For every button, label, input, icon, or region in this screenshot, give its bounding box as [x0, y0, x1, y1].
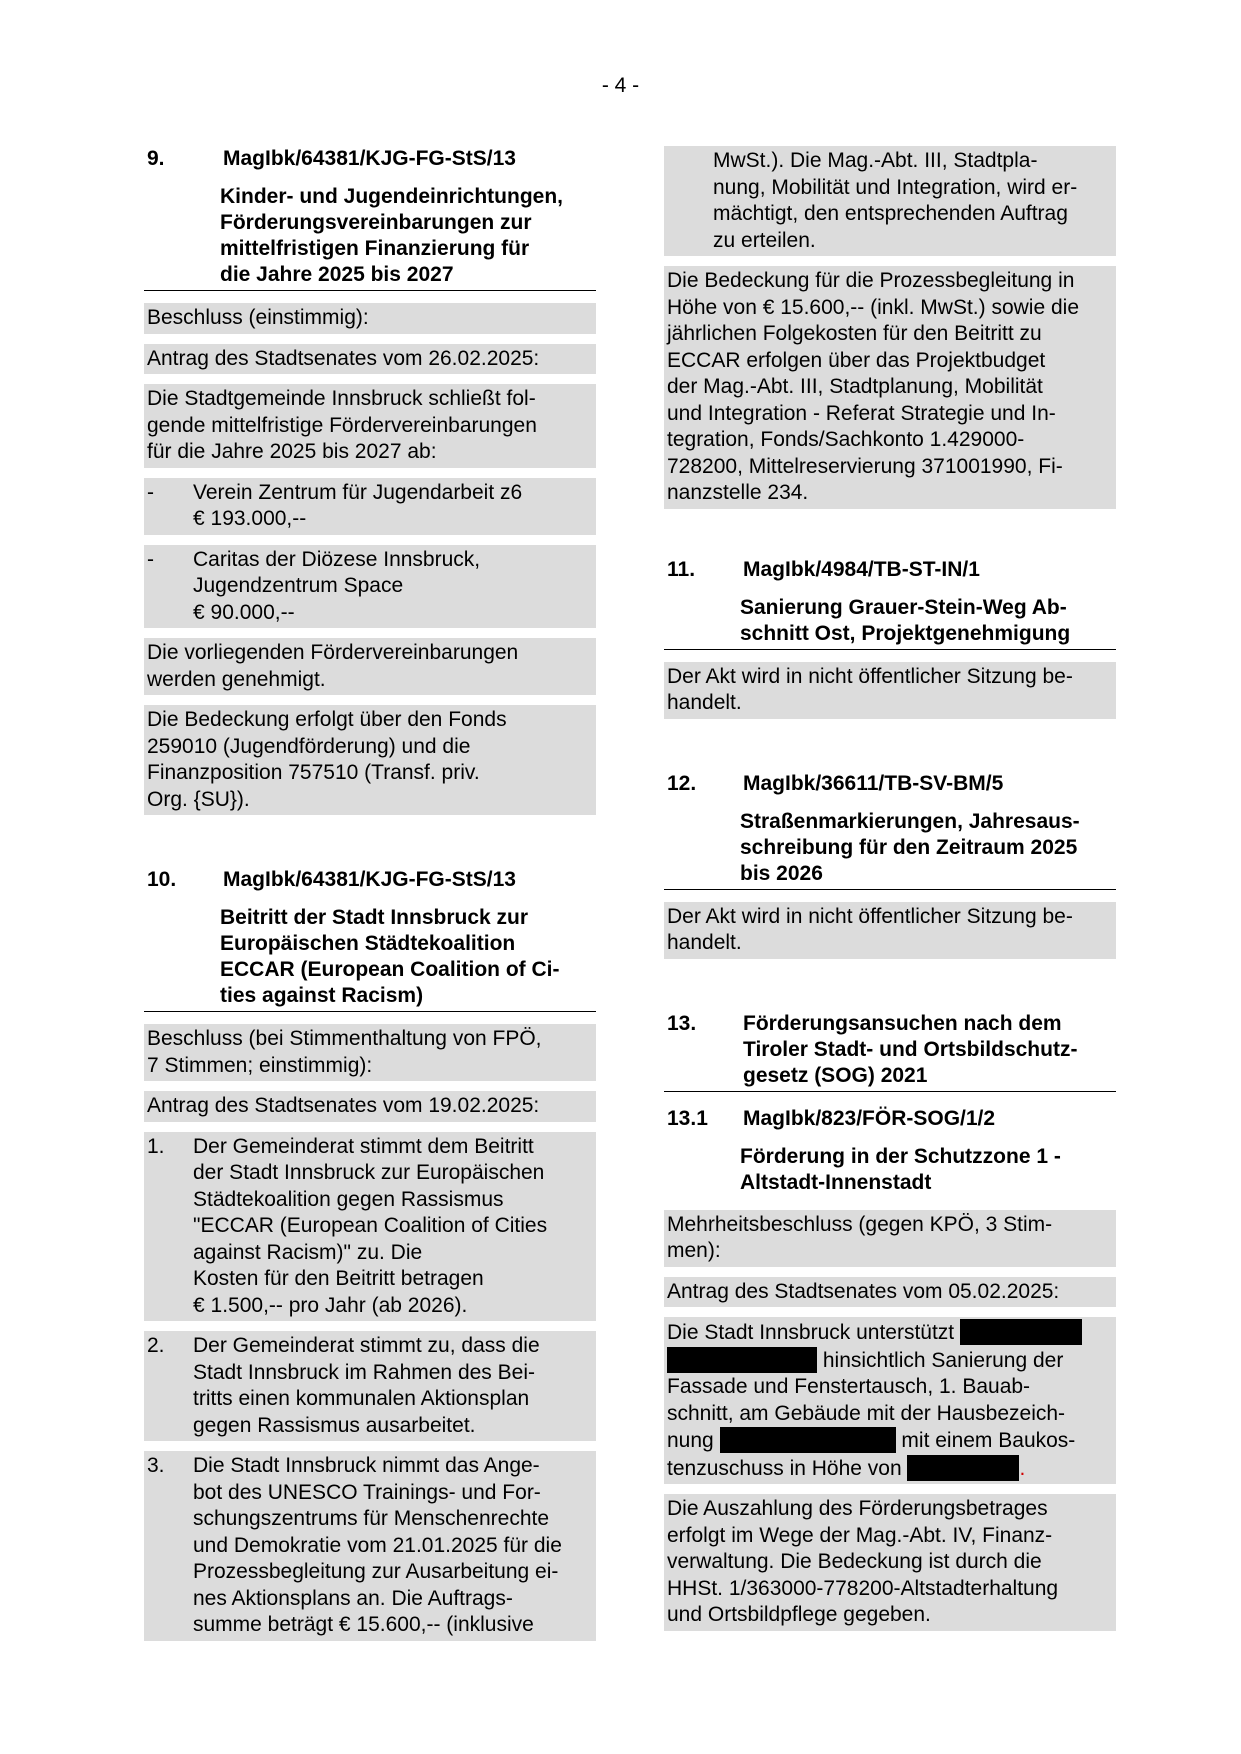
item-13-header — [664, 1011, 1116, 1092]
left-column — [144, 146, 596, 1641]
item-12-text: Der Akt wird in nicht öffentlicher Sitzung be- handelt. — [664, 902, 1116, 959]
item-10-continuation: MwSt.). Die Mag.-Abt. III, Stadtpla- nung, Mobilität und Integration, wird er- mächtigt, den entsprechenden Auftrag zu erteilen. — [664, 146, 1116, 256]
item-12-number: 12. — [667, 771, 697, 795]
item-9-header — [144, 146, 596, 291]
item-13-title: Förderungsansuchen nach dem Tiroler Stadt- und Ortsbildschutz- gesetz (SOG) 2021 — [743, 1011, 1078, 1087]
item-9-beschluss: Beschluss (einstimmig): — [144, 303, 596, 334]
item-10-code: MagIbk/64381/KJG-FG-StS/13 — [223, 868, 516, 891]
item-10-coverage: Die Bedeckung für die Prozessbegleitung in Höhe von € 15.600,-- (inkl. MwSt.) sowie die jährlichen Folgekosten für den Beitritt zu ECCAR erfolgen über das Projektbudget der Mag.-Abt. III, Stadtplanung, Mobilität und Integration - Referat Strategie und In- tegration, Fonds/Sachkonto 1.429000- 728200, Mittelreservierung 371001990, Fi- nanzstelle 234. — [664, 266, 1116, 509]
item-13-number: 13. — [667, 1011, 697, 1035]
redacted-block — [667, 1347, 817, 1373]
item-10-header — [144, 867, 596, 1012]
list-item: 2. Der Gemeinderat stimmt zu, dass die Stadt Innsbruck im Rahmen des Bei- tritts einen kommunalen Aktionsplan gegen Rassismus ausarbeitet. — [144, 1331, 596, 1441]
list-item: 1. Der Gemeinderat stimmt dem Beitritt der Stadt Innsbruck zur Europäischen Städtekoalition gegen Rassismus "ECCAR (European Coalition of Cities against Racism)" zu. Die Kosten für den Beitritt betragen € 1.500,-- pro Jahr (ab 2026). — [144, 1132, 596, 1322]
item-9-coverage: Die Bedeckung erfolgt über den Fonds 259010 (Jugendförderung) und die Finanzposition 757510 (Transf. priv. Org. {SU}). — [144, 705, 596, 815]
item-13-1-title: Förderung in der Schutzzone 1 - Altstadt-Innenstadt — [740, 1144, 1061, 1194]
item-10-number: 10. — [147, 868, 177, 891]
item-9-approval: Die vorliegenden Fördervereinbarungen werden genehmigt. — [144, 638, 596, 695]
item-13-1-code: MagIbk/823/FÖR-SOG/1/2 — [743, 1106, 996, 1130]
page-number: - 4 - — [601, 74, 640, 97]
item-10-beschluss: Beschluss (bei Stimmenthaltung von FPÖ, 7 Stimmen; einstimmig): — [144, 1024, 596, 1081]
redacted-block — [907, 1455, 1019, 1481]
item-12-title: Straßenmarkierungen, Jahresaus- schreibung für den Zeitraum 2025 bis 2026 — [740, 809, 1080, 885]
item-13-1-antrag: Antrag des Stadtsenates vom 05.02.2025: — [664, 1277, 1116, 1308]
item-9-antrag: Antrag des Stadtsenates vom 26.02.2025: — [144, 344, 596, 375]
item-11-text: Der Akt wird in nicht öffentlicher Sitzung be- handelt. — [664, 662, 1116, 719]
list-item: - Verein Zentrum für Jugendarbeit z6 € 193.000,-- — [144, 478, 596, 535]
item-10-title: Beitritt der Stadt Innsbruck zur Europäischen Städtekoalition ECCAR (European Coalition of Ci- ties against Racism) — [220, 906, 560, 1007]
item-12-header — [664, 771, 1116, 890]
item-11-number: 11. — [667, 557, 696, 581]
redacted-block — [720, 1427, 896, 1453]
item-13-1-beschluss: Mehrheitsbeschluss (gegen KPÖ, 3 Stim- men): — [664, 1210, 1116, 1267]
item-13-1-subsidy-paragraph: Die Stadt Innsbruck unterstützt hinsichtlich Sanierung der Fassade und Fenstertausch, 1. Bauab- schnitt, am Gebäude mit der Hausbezeich- nung mit einem Baukos- tenzuschuss in Höhe von . — [664, 1317, 1116, 1484]
item-13-1-header — [664, 1106, 1116, 1196]
item-11-header — [664, 557, 1116, 650]
item-13-1-number: 13.1 — [667, 1106, 708, 1130]
item-9-number: 9. — [147, 147, 165, 170]
item-13-1-payment: Die Auszahlung des Förderungsbetrages erfolgt im Wege der Mag.-Abt. IV, Finanz- verwaltung. Die Bedeckung ist durch die HHSt. 1/363000-778200-Altstadterhaltung und Ortsbildpflege gegeben. — [664, 1494, 1116, 1631]
list-item: 3. Die Stadt Innsbruck nimmt das Ange- bot des UNESCO Trainings- und For- schungszentrums für Menschenrechte und Demokratie vom 21.01.2025 für die Prozessbegleitung zur Ausarbeitung ei- nes Aktionsplans an. Die Auftrags- summe beträgt € 15.600,-- (inklusive — [144, 1451, 596, 1641]
item-11-code: MagIbk/4984/TB-ST-IN/1 — [743, 557, 980, 581]
item-9-code: MagIbk/64381/KJG-FG-StS/13 — [223, 147, 516, 170]
item-12-code: MagIbk/36611/TB-SV-BM/5 — [743, 771, 1004, 795]
item-10-antrag: Antrag des Stadtsenates vom 19.02.2025: — [144, 1091, 596, 1122]
right-column — [664, 146, 1116, 1631]
redacted-block — [960, 1319, 1082, 1345]
list-item: - Caritas der Diözese Innsbruck, Jugendzentrum Space € 90.000,-- — [144, 545, 596, 629]
item-11-title: Sanierung Grauer-Stein-Weg Ab- schnitt Ost, Projektgenehmigung — [740, 595, 1071, 645]
item-9-intro: Die Stadtgemeinde Innsbruck schließt fol- gende mittelfristige Fördervereinbarungen für die Jahre 2025 bis 2027 ab: — [144, 384, 596, 468]
item-9-title: Kinder- und Jugendeinrichtungen, Förderungsvereinbarungen zur mittelfristigen Finanzierung für die Jahre 2025 bis 2027 — [220, 185, 563, 286]
